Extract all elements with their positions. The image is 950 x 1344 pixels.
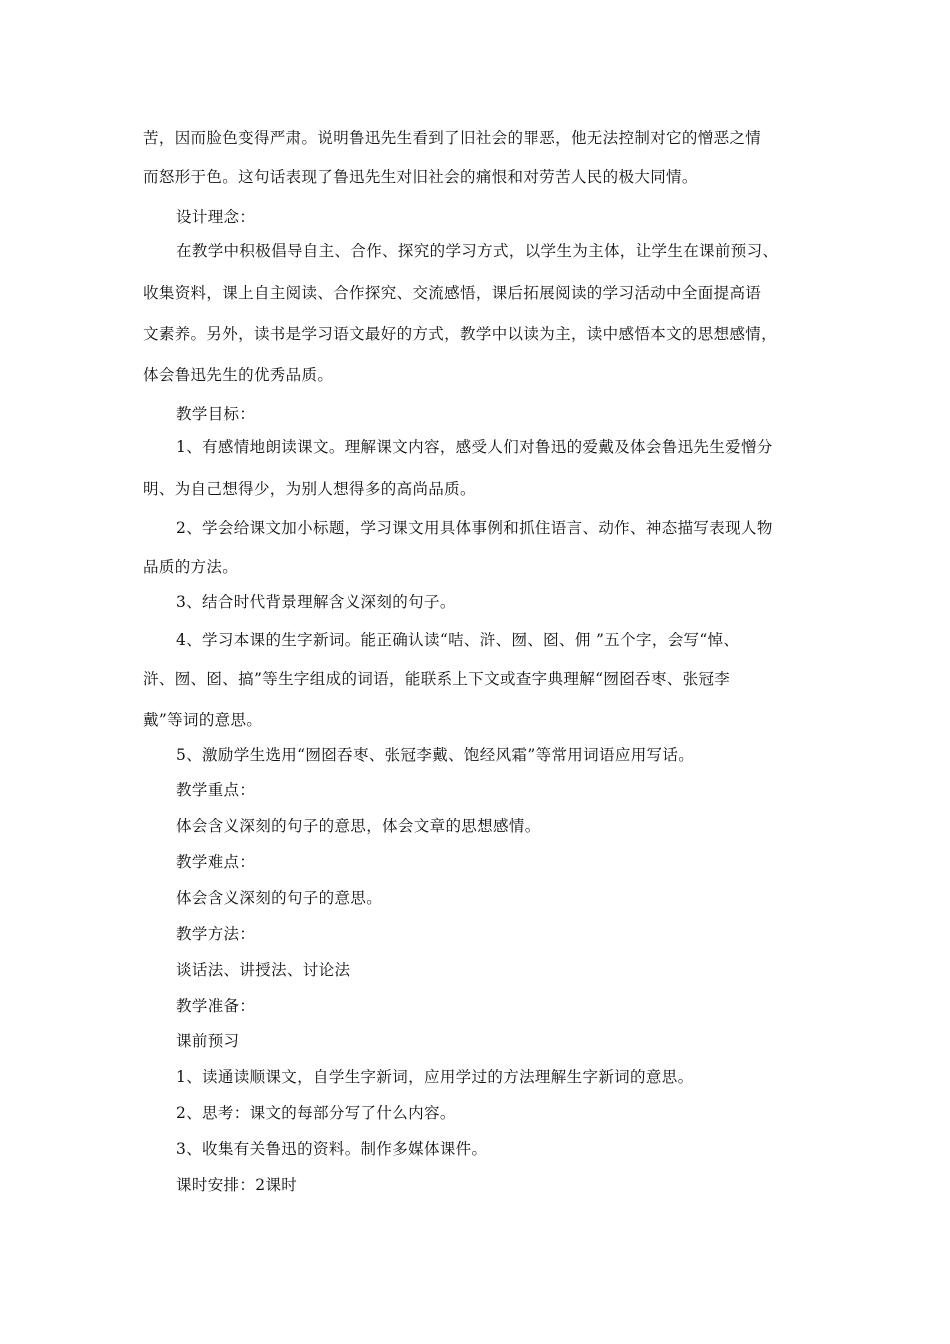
list-item: 5、激励学生选用“囫囵吞枣、张冠李戴、饱经风霜”等常用词语应用写话。	[176, 746, 695, 764]
text-line: 体会鲁迅先生的优秀品质。	[143, 366, 334, 384]
section-heading: 设计理念：	[176, 208, 256, 226]
list-item: 3、结合时代背景理解含义深刻的句子。	[176, 593, 456, 611]
section-heading: 教学方法：	[176, 925, 256, 943]
text-line: 课时安排：2课时	[176, 1176, 298, 1194]
section-heading: 教学目标：	[176, 405, 256, 423]
text-line: 谈话法、讲授法、讨论法	[176, 961, 351, 979]
section-heading: 教学难点：	[176, 853, 256, 871]
text-line: 文素养。另外，读书是学习语文最好的方式，教学中以读为主，读中感悟本文的思想感情，	[143, 325, 778, 343]
text-line: 浒、囫、囵、搞”等生字组成的词语，能联系上下文或查字典理解“囫囵吞枣、张冠李	[143, 670, 731, 688]
text-line: 戴”等词的意思。	[143, 711, 263, 729]
list-item: 1、读通读顺课文，自学生字新词，应用学过的方法理解生字新词的意思。	[176, 1068, 694, 1086]
section-heading: 教学重点：	[176, 781, 256, 799]
list-item: 4、学习本课的生字新词。能正确认读“咭、浒、囫、囵、佣 ”五个字，会写“悼、	[176, 631, 740, 649]
text-line: 明、为自己想得少，为别人想得多的高尚品质。	[143, 480, 476, 498]
text-line: 课前预习	[176, 1032, 240, 1050]
text-line: 在教学中积极倡导自主、合作、探究的学习方式，以学生为主体，让学生在课前预习、	[176, 242, 779, 260]
text-line: 品质的方法。	[143, 558, 239, 576]
text-line: 而怒形于色。这句话表现了鲁迅先生对旧社会的痛恨和对劳苦人民的极大同情。	[143, 168, 698, 186]
list-item: 1、有感情地朗读课文。理解课文内容，感受人们对鲁迅的爱戴及体会鲁迅先生爱憎分	[176, 438, 773, 456]
section-heading: 教学准备：	[176, 997, 256, 1015]
text-line: 苦，因而脸色变得严肃。说明鲁迅先生看到了旧社会的罪恶，他无法控制对它的憎恶之情	[143, 129, 762, 147]
list-item: 3、收集有关鲁迅的资料。制作多媒体课件。	[176, 1140, 488, 1158]
list-item: 2、学会给课文加小标题，学习课文用具体事例和抓住语言、动作、神态描写表现人物	[176, 519, 773, 537]
text-line: 体会含义深刻的句子的意思，体会文章的思想感情。	[176, 817, 541, 835]
text-line: 收集资料，课上自主阅读、合作探究、交流感悟，课后拓展阅读的学习活动中全面提高语	[143, 284, 762, 302]
list-item: 2、思考：课文的每部分写了什么内容。	[176, 1104, 456, 1122]
text-line: 体会含义深刻的句子的意思。	[176, 889, 383, 907]
